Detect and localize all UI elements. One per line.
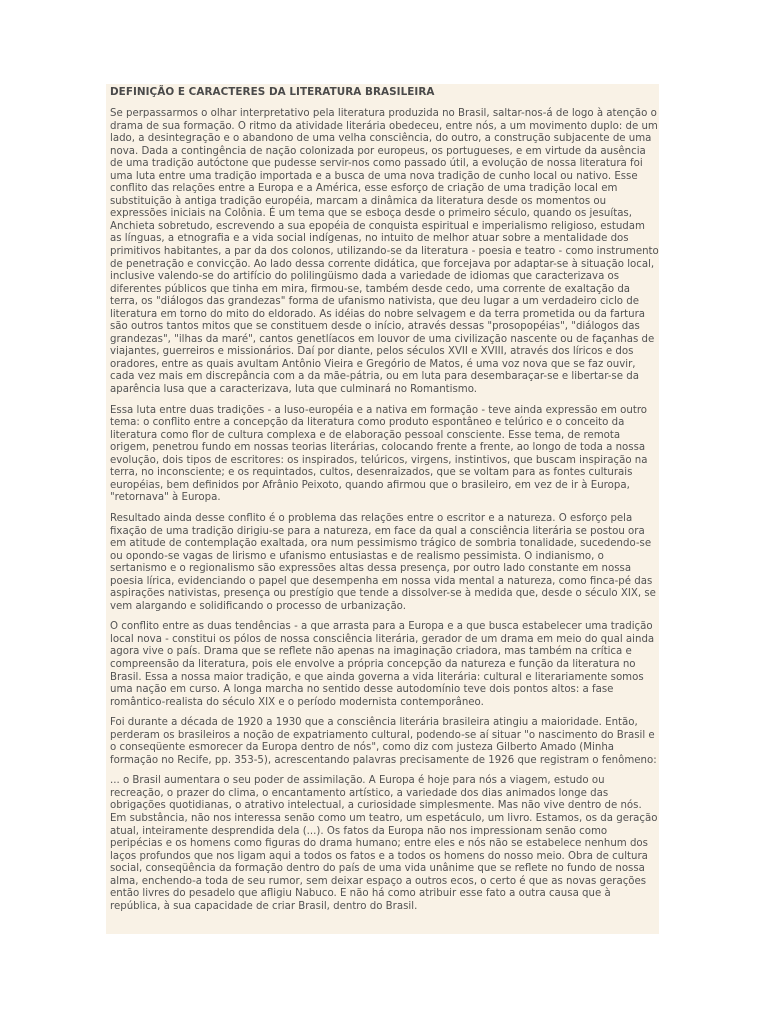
paragraph-2: Essa luta entre duas tradições - a luso-européia e a nativa em formação - teve ainda expressão em outro tema: o conflito entre a concepção da literatura como produto espontâneo e telúrico e o conceito da literatura como flor de cultura complexa e de elaboração pessoal consciente. Esse tema, de remota origem, penetrou fundo em nossas teorias literárias, colocando frente a frente, ao longo de toda a nossa evolução, dois tipos de escritores: os inspirados, telúricos, virgens, instintivos, que buscam inspiração na terra, no inconsciente; e os requintados, cultos, desenraizados, que se voltam para as fontes culturais européias, bem definidos por Afrânio Peixoto, quando afirmou que o brasileiro, em vez de ir à Europa, "retornava" à Europa. bbox=[110, 404, 648, 504]
paragraph-3: Resultado ainda desse conflito é o problema das relações entre o escritor e a natureza. O esforço pela fixação de uma tradição dirigiu-se para a natureza, em face da qual a consciência literária se postou ora em atitude de contemplação exaltada, ora num pessimismo trágico de sombria tonalidade, sucedendo-se ou opondo-se vagas de lirismo e ufanismo entusiastas e de realismo pessimista. O indianismo, o sertanismo e o regionalismo são expressões altas dessa presença, por outro lado constante em nossa poesia lírica, evidenciando o papel que desempenha em nossa vida mental a natureza, como finca-pé das aspirações nativistas, presença ou prestígio que tende a dissolver-se à medida que, desde o século XIX, se vem alargando e solidificando o processo de urbanização. bbox=[110, 512, 656, 612]
paragraph-5: Foi durante a década de 1920 a 1930 que a consciência literária brasileira atingiu a maioridade. Então, perderam os brasileiros a noção de expatriamento cultural, podendo-se aí situar "o nascimento do Brasil e o conseqüente esmorecer da Europa dentro de nós", como diz com justeza Gilberto Amado (Minha formação no Recife, pp. 353-5), acrescentando palavras precisamente de 1926 que registram o fenômeno: bbox=[110, 717, 657, 766]
document-title: DEFINIÇÃO E CARACTERES DA LITERATURA BRASILEIRA bbox=[110, 86, 435, 98]
paragraph-1: Se perpassarmos o olhar interpretativo pela literatura produzida no Brasil, saltar-nos-á de logo à atenção o drama de sua formação. O ritmo da atividade literária obedeceu, entre nós, a um movimento duplo: de um lado, a desintegração e o abandono de uma velha consciência, do outro, a construção subjacente de uma nova. Dada a contingência de nação colonizada por europeus, os portugueses, e em virtude da ausência de uma tradição autóctone que pudesse servir-nos como passado útil, a evolução de nossa literatura foi uma luta entre uma tradição importada e a busca de uma nova tradição de cunho local ou nativo. Esse conflito das relações entre a Europa e a América, esse esforço de criação de uma tradição local em substituição à antiga tradição européia, marcam a dinâmica da literatura desde os momentos ou expressões iniciais na Colônia. É um tema que se esboça desde o primeiro século, quando os jesuítas, Anchieta sobretudo, escrevendo a sua epopéia de conquista espiritual e imperialismo religioso, estudam as línguas, a etnografia e a vida social indígenas, no intuito de melhor atuar sobre a mentalidade dos primitivos habitantes, a par da dos colonos, utilizando-se da literatura - poesia e teatro - como instrumento de penetração e convicção. Ao lado dessa corrente didática, que forcejava por adaptar-se à situação local, inclusive valendo-se do artifício do polilingüismo dada a variedade de idiomas que caracterizava os diferentes públicos que tinha em mira, firmou-se, também desde cedo, uma corrente de exaltação da terra, os "diálogos das grandezas" forma de ufanismo nativista, que deu lugar a um verdadeiro ciclo de literatura em torno do mito do eldorado. As idéias do nobre selvagem e da terra prometida ou da fartura são outros tantos mitos que se constituem desde o início, através dessas "prosopopéias", "diálogos das grandezas", "ilhas da maré", cantos genetlíacos em louvor de uma civilização nascente ou de façanhas de viajantes, guerreiros e missionários. Daí por diante, pelos séculos XVII e XVIII, através dos líricos e dos oradores, entre as quais avultam Antônio Vieira e Gregório de Matos, é uma voz nova que se faz ouvir, cada vez mais em discrepância com a da mãe-pátria, ou em luta para desembaraçar-se e libertar-se da aparência lusa que a caracterizava, luta que culminará no Romantismo. bbox=[110, 108, 659, 396]
paragraph-4: O conflito entre as duas tendências - a que arrasta para a Europa e a que busca estabelecer uma tradição local nova - constitui os pólos de nossa consciência literária, gerador de um drama em meio do qual ainda agora vive o país. Drama que se reflete não apenas na imaginação criadora, mas também na crítica e compreensão da literatura, pois ele envolve a própria concepção da natureza e função da literatura no Brasil. Essa a nossa maior tradição, e que ainda governa a vida literária: cultural e literariamente somos uma nação em curso. A longa marcha no sentido desse autodomínio teve dois pontos altos: a fase romântico-realista do século XIX e o período modernista contemporâneo. bbox=[110, 621, 655, 708]
quote-paragraph: ... o Brasil aumentara o seu poder de assimilação. A Europa é hoje para nós a viagem, estudo ou recreação, o prazer do clima, o encantamento artístico, a variedade dos dias animados longe das obrigações quotidianas, o atrativo intelectual, a curiosidade simplesmente. Mas não vive dentro de nós. Em substância, não nos interessa senão como um teatro, um espetáculo, um livro. Estamos, os da geração atual, inteiramente desprendida dela (...). Os fatos da Europa não nos impressionam senão como peripécias e os homens como figuras do drama humano; entre eles e nós não se estabelece nenhum dos laços profundos que nos ligam aqui a todos os fatos e a todos os homens do nosso meio. Obra de cultura social, conseqüência da formação dentro do país de uma vida unânime que se reflete no fundo de nossa alma, enchendo-a toda de seu rumor, sem deixar espaço a outros ecos, o certo é que as novas gerações então livres do pesadelo que afligiu Nabuco. E não há como atribuir esse fato a outra causa que à república, à sua capacidade de criar Brasil, dentro do Brasil. bbox=[110, 775, 658, 912]
document-page bbox=[106, 84, 659, 934]
